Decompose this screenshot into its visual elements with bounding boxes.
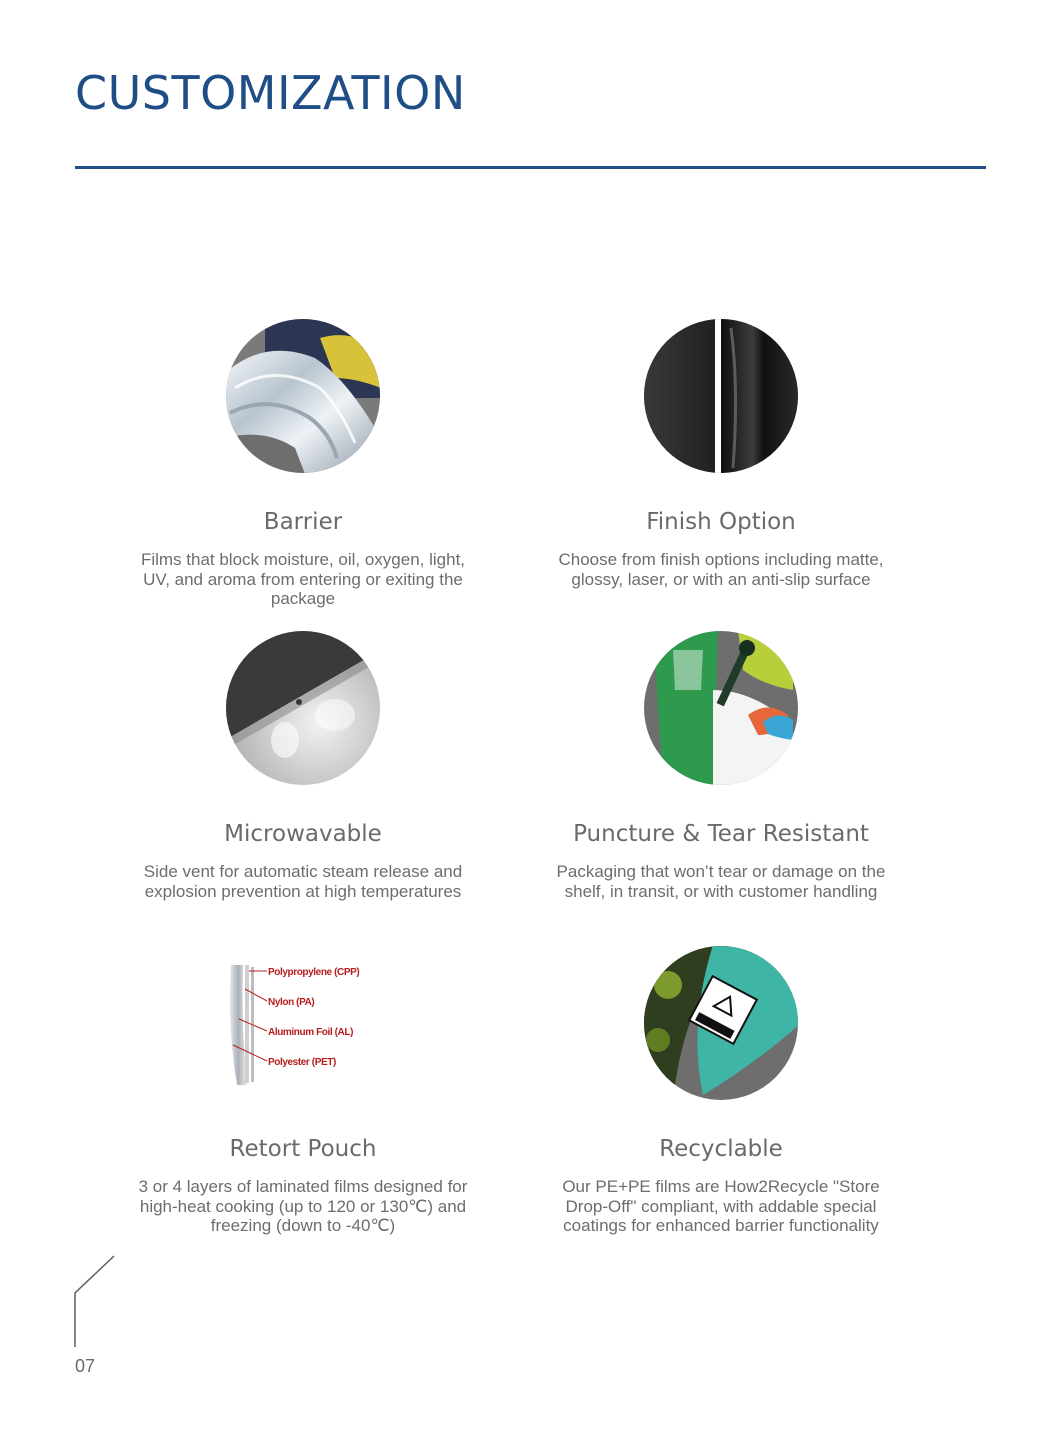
page-number: 07	[75, 1356, 96, 1376]
feature-puncture-tear-resistant	[531, 630, 911, 901]
feature-recyclable	[531, 945, 911, 1236]
title-divider	[75, 166, 986, 169]
feature-barrier	[113, 318, 493, 609]
layer-label-pet: Polyester (PET)	[268, 1057, 336, 1068]
feature-title: Finish Option	[646, 509, 796, 535]
layer-label-cpp: Polypropylene (CPP)	[268, 967, 360, 978]
corner-decoration	[74, 1255, 116, 1347]
feature-description: Choose from finish options including matte, glossy, laser, or with an anti-slip surface	[558, 550, 884, 589]
feature-description: 3 or 4 layers of laminated films designed for high-heat cooking (up to 120 or 130℃) and freezing (down to -40℃)	[138, 1177, 468, 1235]
layer-label-pa: Nylon (PA)	[268, 997, 315, 1008]
microwavable-image	[225, 630, 381, 786]
feature-title: Recyclable	[659, 1136, 783, 1162]
feature-finish-option	[531, 318, 911, 589]
puncture-tear-resistant-image	[643, 630, 799, 786]
feature-title: Puncture & Tear Resistant	[573, 821, 869, 847]
feature-title: Barrier	[263, 509, 343, 535]
feature-description: Films that block moisture, oil, oxygen, light, UV, and aroma from entering or exiting the package	[140, 550, 466, 608]
feature-description: Packaging that won’t tear or damage on the shelf, in transit, or with customer handling	[556, 862, 886, 901]
feature-description: Our PE+PE films are How2Recycle "Store Drop-Off" compliant, with addable special coatings for enhanced barrier functionality	[562, 1177, 880, 1235]
recyclable-image	[643, 945, 799, 1101]
retort-pouch-layers-diagram	[225, 945, 381, 1101]
feature-title: Microwavable	[224, 821, 382, 847]
layer-label-al: Aluminum Foil (AL)	[268, 1027, 354, 1038]
barrier-image	[225, 318, 381, 474]
feature-retort-pouch	[113, 945, 493, 1236]
page-title: CUSTOMIZATION	[75, 66, 466, 120]
finish-option-image	[643, 318, 799, 474]
feature-description: Side vent for automatic steam release and explosion prevention at high temperatures	[143, 862, 463, 901]
feature-title: Retort Pouch	[229, 1136, 377, 1162]
feature-microwavable	[113, 630, 493, 901]
